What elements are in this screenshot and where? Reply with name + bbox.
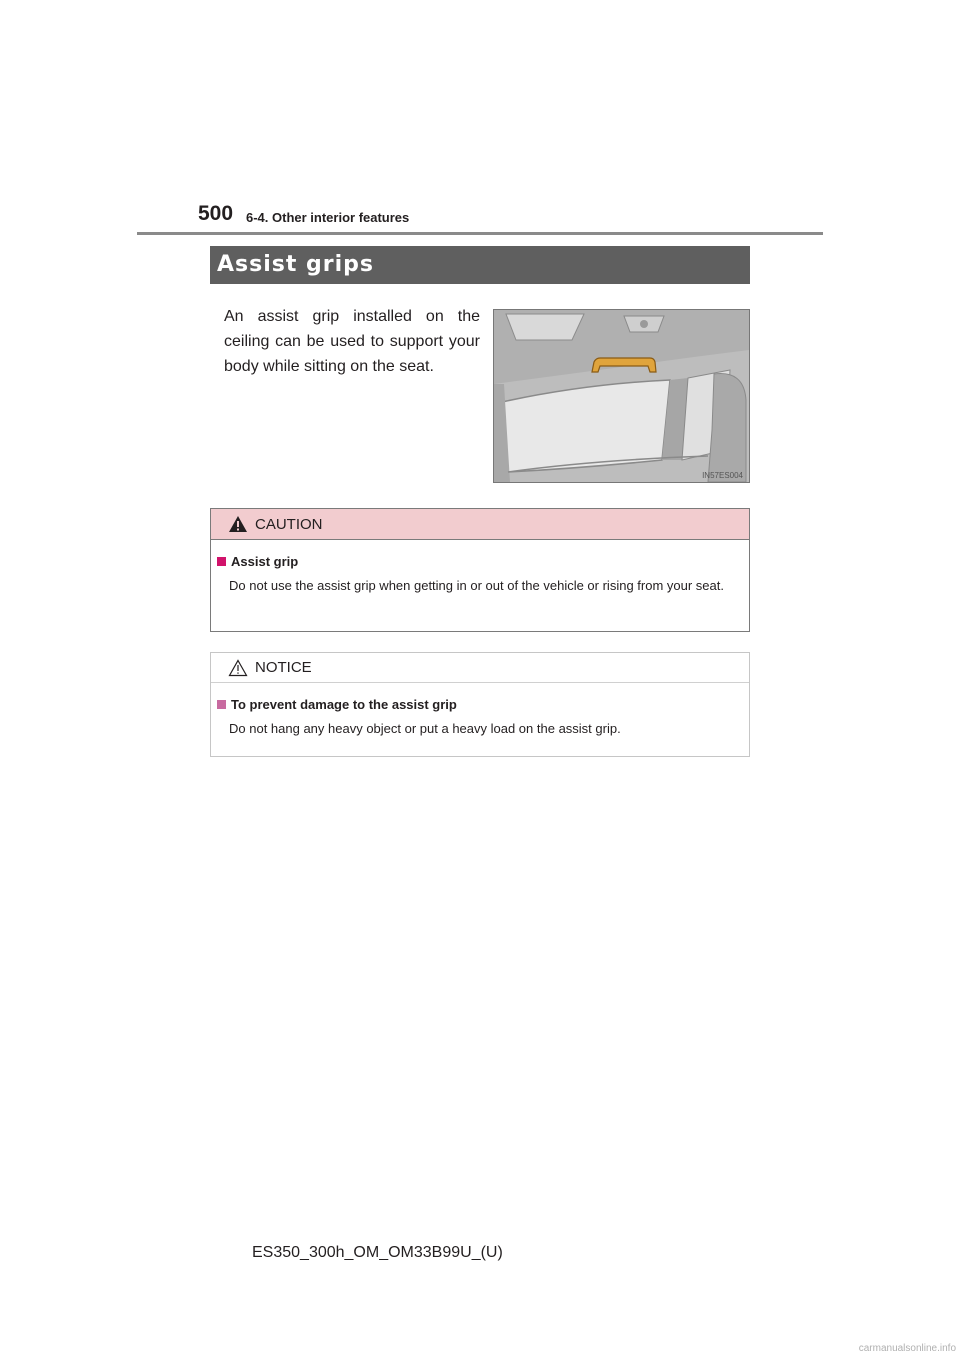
bullet-square-icon xyxy=(217,700,226,709)
page-number: 500 xyxy=(198,202,234,225)
caution-label: CAUTION xyxy=(255,515,323,533)
footer-doc-code: ES350_300h_OM_OM33B99U_(U) xyxy=(252,1244,503,1261)
watermark: carmanualsonline.info xyxy=(858,1343,956,1354)
section-title: 6-4. Other interior features xyxy=(246,210,410,225)
header-rule xyxy=(137,232,823,235)
notice-header xyxy=(211,653,749,683)
notice-label: NOTICE xyxy=(255,659,312,676)
illustration-graphic xyxy=(494,310,749,482)
bullet-square-icon xyxy=(217,557,226,566)
notice-item-text: Do not hang any heavy object or put a heavy load on the assist grip. xyxy=(229,721,621,736)
assist-grip-illustration xyxy=(493,309,750,483)
notice-item-title-text: To prevent damage to the assist grip xyxy=(231,697,457,712)
warning-triangle-icon xyxy=(228,515,248,533)
figure-code: IN57ES004 xyxy=(702,471,743,480)
warning-triangle-outline-icon xyxy=(228,659,248,677)
page-heading: Assist grips xyxy=(210,246,750,284)
caution-item-text: Do not use the assist grip when getting in or out of the vehicle or rising from your seat. xyxy=(229,578,724,593)
notice-box xyxy=(210,652,750,757)
caution-item-title-text: Assist grip xyxy=(231,554,299,569)
notice-item-title xyxy=(217,697,749,712)
caution-box xyxy=(210,508,750,632)
caution-header xyxy=(211,509,749,540)
intro-paragraph: An assist grip installed on the ceiling can be used to support your body while sitting on the seat. xyxy=(224,308,480,375)
caution-item-title xyxy=(217,554,749,569)
